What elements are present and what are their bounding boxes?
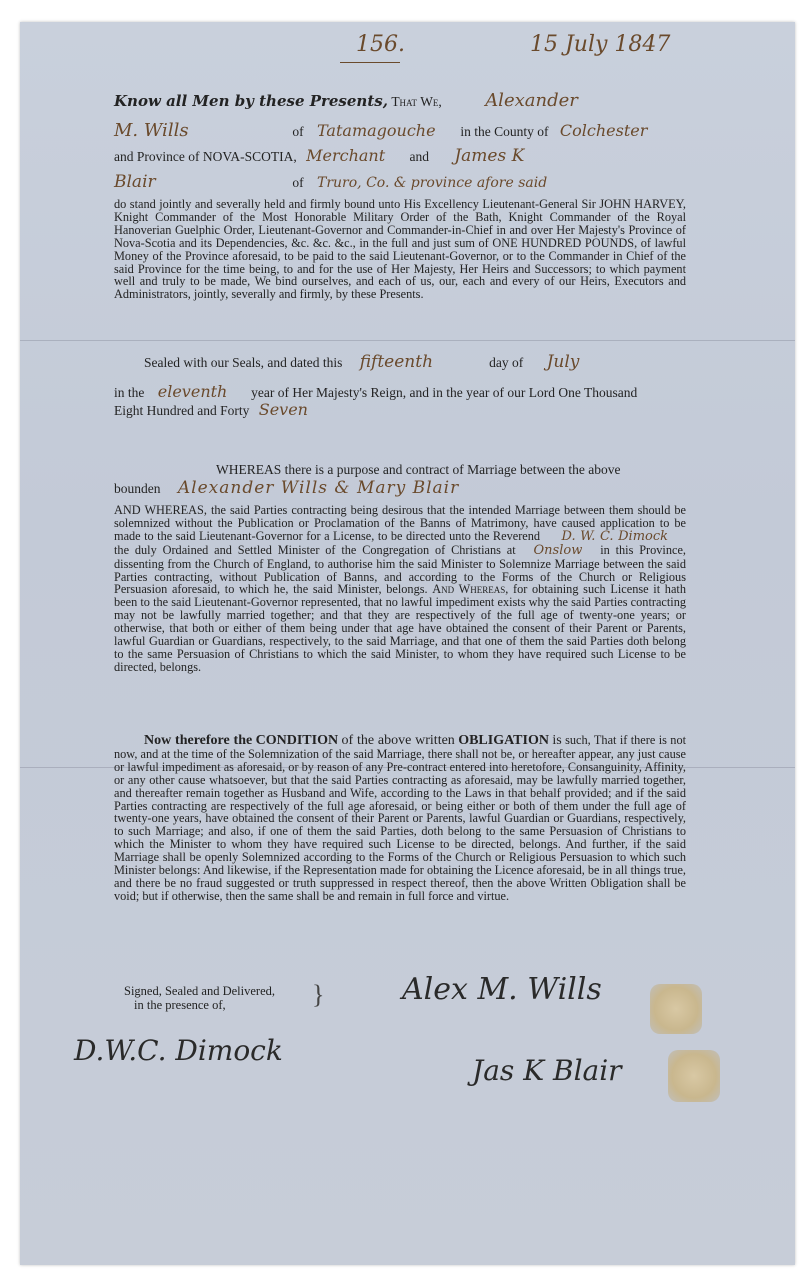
- opening-phrase: Know all Men by these Presents,: [114, 92, 388, 110]
- signature-james-blair: Jas K Blair: [472, 1054, 622, 1087]
- and-label: and: [409, 149, 429, 164]
- principal-place: Tatamagouche: [317, 121, 436, 140]
- bond-paragraph: do stand jointly and severally held and firmly bound unto His Excellency Lieutenant-General Sir JOHN HARVEY, Knight Commander of the Most Honorable Military Order of the Bath, Knight Commander of the Royal Hanoverian Guelphic Order, Lieutenant-Governor and Commander-in-Chief in and over Her Majesty's Province of Nova-Scotia and its Dependencies, &c. &c. &c., in the full and just sum of ONE HUNDRED POUNDS, of lawful Money of the Province aforesaid, to be paid to the said Lieutenant-Governor, or to the Commander in Chief of the said Province for the time being, to and for the use of Her Majesty, Her Heirs and Successors; to which payment well and truly to be made, We bind ourselves, and each of us, our, each and every of our Heirs, Executors and Administrators, jointly, severally and firmly, by these Presents.: [114, 197, 686, 302]
- year-prefix: Eight Hundred and Forty: [114, 403, 250, 418]
- and-whereas-part4: for obtaining such License it hath been to the said Lieutenant-Governor represented, that no lawful impediment exists why the said Parties contracting may not be lawfully married together; and that they are respectively of the full age of twenty-one years; or otherwise, that both or either of them being under that age have obtained the consent of their Parent or Parents, lawful Guardian or Guardians, respectively, to the said Marriage, and that one of them the said Parties doth belong to the same Persuasion of Christians to which the said Minister, to whom they have required such License to be directed, belongs.: [114, 582, 686, 674]
- marriage-parties: Alexander Wills & Mary Blair: [177, 478, 460, 498]
- congregation-place: Onslow: [533, 542, 583, 558]
- and-whereas-part1: AND WHEREAS, the said Parties contracting being desirous that the intended Marriage between them should be solemnized without the Publication or Proclamation of the Banns of Matrimony, have caused application to be made to the said Lieutenant-Governor for a License, to be directed unto the Reverend: [114, 503, 686, 543]
- year-line: [114, 400, 308, 419]
- bond-document: [20, 22, 795, 1265]
- province-label: and Province of NOVA-SCOTIA,: [114, 149, 297, 164]
- condition-paragraph: [114, 734, 686, 903]
- that-we: That We,: [391, 94, 442, 109]
- opening-line-4: [114, 172, 547, 192]
- sealed-prefix: Sealed with our Seals, and dated this: [144, 355, 343, 370]
- reverend-name: D. W. C. Dimock: [561, 528, 669, 544]
- wax-seal-1: [650, 984, 702, 1034]
- and-whereas-part3: in this Province, dissenting from the Church of England, to authorise him the said Minister to Solemnize Marriage between the said Parties contracting, without Publication of Banns, and according to the Forms of the Church or Religious Persuasion aforesaid, to which he, the said Minister, belongs.: [114, 542, 686, 597]
- whereas-line: WHEREAS there is a purpose and contract of Marriage between the above: [216, 462, 621, 477]
- fold-line: [20, 340, 795, 341]
- year-word: Seven: [258, 400, 308, 419]
- brace: }: [312, 980, 325, 1009]
- surety-first-name: James K: [454, 146, 525, 166]
- wax-seal-2: [668, 1050, 720, 1102]
- sealed-day: fifteenth: [359, 352, 434, 372]
- signed-label-1: Signed, Sealed and Delivered,: [124, 984, 275, 998]
- condition-body: such, That if there is not now, and at the time of the Solemnization of the said Marriage, there shall not be, or hereafter appear, any just cause or lawful impediment as aforesaid, or by reason of any Pre-contract entered into heretofore, Consanguinity, Affinity, or any other cause whatsoever, but that the said Parties contracting as aforesaid, may be lawfully married together, and thereafter remain together as Husband and Wife, according to the Laws in that behalf provided; and if the said Parties contracting are respectively of the full age aforesaid, or being either or both of them under the full age of twenty-one years, have obtained the consent of their Parent or Parents, lawful Guardian or Guardians, respectively, to such Marriage; and also, if one of them the said Parties, doth belong to the same Persuasion of Christians to which the Minister to whom they have required such License to be directed, belongs. And further, if the said Marriage shall be openly Solemnized according to the Forms of the Church or Religious Persuasion to which such Minister belongs: And likewise, if the Representation made for obtaining the Licence aforesaid, be in all things true, and there be no fraud suggested or truth suppressed in respect thereof, then the above Written Obligation shall be void; but if otherwise, then the same shall be and remain in full force and virtue.: [114, 733, 687, 903]
- sealed-month: July: [546, 352, 580, 372]
- condition-word: CONDITION: [255, 733, 339, 748]
- signature-alex-wills: Alex M. Wills: [402, 972, 602, 1007]
- document-date: 15 July 1847: [530, 32, 671, 57]
- in-the-label: in the: [114, 385, 145, 400]
- day-of-label: day of: [489, 355, 524, 370]
- reign-line: [114, 382, 637, 401]
- obligation-word: OBLIGATION: [458, 733, 549, 748]
- opening-line-2: [114, 120, 647, 141]
- of-label-2: of: [292, 175, 304, 190]
- condition-lead: Now therefore the: [144, 733, 253, 748]
- reign-text: year of Her Majesty's Reign, and in the year of our Lord One Thousand: [251, 385, 638, 400]
- and-whereas-paragraph: [114, 504, 686, 674]
- surety-place: Truro, Co. & province afore said: [317, 175, 548, 191]
- signed-label-2: in the presence of,: [134, 998, 226, 1012]
- and-whereas-caps: And Whereas,: [432, 582, 509, 597]
- county-label: in the County of: [460, 124, 549, 139]
- principal-last-name: M. Wills: [114, 120, 189, 141]
- principal-first-name: Alexander: [485, 90, 578, 111]
- opening-line-1: [114, 90, 578, 111]
- reign-year: eleventh: [157, 382, 228, 401]
- condition-mid: of the above written: [341, 733, 455, 748]
- opening-line-3: [114, 146, 524, 166]
- surety-last-name: Blair: [114, 172, 156, 192]
- document-number: 156.: [356, 32, 405, 57]
- signature-witness-dimock: D.W.C. Dimock: [74, 1034, 283, 1067]
- county-name: Colchester: [559, 121, 648, 140]
- sealed-line: [144, 352, 579, 372]
- bounden-line: [114, 478, 459, 498]
- and-whereas-part2: the duly Ordained and Settled Minister of the Congregation of Christians at: [114, 542, 516, 557]
- condition-is: is: [552, 733, 562, 748]
- of-label: of: [292, 124, 304, 139]
- number-underline: [340, 62, 400, 63]
- occupation: Merchant: [306, 146, 386, 165]
- bounden-label: bounden: [114, 481, 161, 496]
